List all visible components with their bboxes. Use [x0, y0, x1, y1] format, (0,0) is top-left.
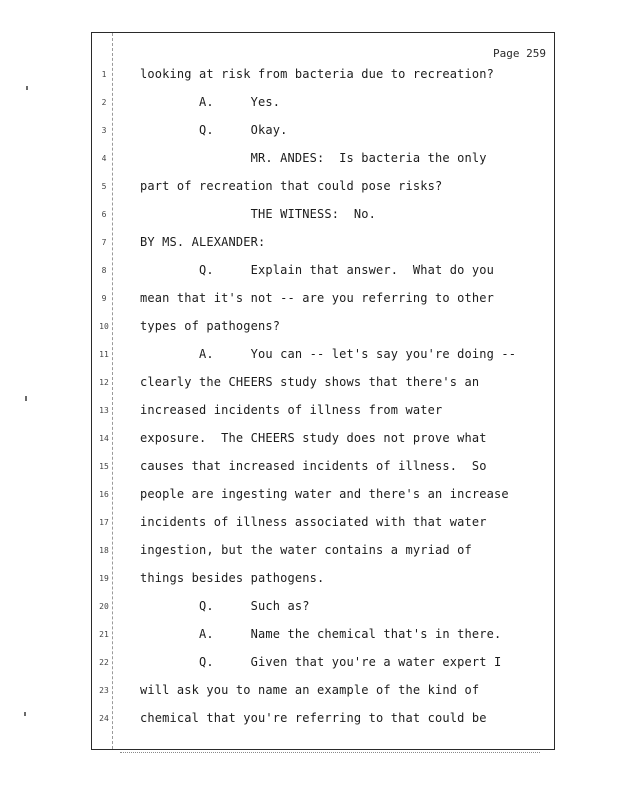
- transcript-line: causes that increased incidents of illness. So: [140, 459, 487, 473]
- transcript-line: THE WITNESS: No.: [140, 207, 376, 221]
- line-number: 18: [99, 546, 109, 555]
- transcript-line: ingestion, but the water contains a myriad of: [140, 543, 472, 557]
- transcript-line: MR. ANDES: Is bacteria the only: [140, 151, 487, 165]
- transcript-line: mean that it's not -- are you referring to other: [140, 291, 494, 305]
- transcript-line: increased incidents of illness from water: [140, 403, 443, 417]
- line-number: 4: [101, 154, 107, 163]
- transcript-line: Q. Okay.: [140, 123, 288, 137]
- line-number: 10: [99, 322, 109, 331]
- line-number: 22: [99, 658, 109, 667]
- transcript-line: A. Yes.: [140, 95, 281, 109]
- line-number: 2: [101, 98, 107, 107]
- scan-artifact: [26, 86, 28, 90]
- line-number: 13: [99, 406, 109, 415]
- line-number: 21: [99, 630, 109, 639]
- page-number: Page 259: [493, 47, 546, 60]
- line-number: 9: [101, 294, 107, 303]
- transcript-line: chemical that you're referring to that could be: [140, 711, 487, 725]
- line-number: 5: [101, 182, 107, 191]
- transcript-line: people are ingesting water and there's an increase: [140, 487, 509, 501]
- bottom-scan-edge: [120, 752, 540, 753]
- line-number: 19: [99, 574, 109, 583]
- line-number: 23: [99, 686, 109, 695]
- line-number: 24: [99, 714, 109, 723]
- line-number: 7: [101, 238, 107, 247]
- transcript-line: looking at risk from bacteria due to recreation?: [140, 67, 494, 81]
- line-number: 12: [99, 378, 109, 387]
- scan-artifact: [25, 396, 27, 401]
- line-number: 3: [101, 126, 107, 135]
- scan-artifact: [24, 712, 26, 716]
- line-number: 20: [99, 602, 109, 611]
- transcript-line: things besides pathogens.: [140, 571, 325, 585]
- line-number: 16: [99, 490, 109, 499]
- transcript-line: will ask you to name an example of the kind of: [140, 683, 480, 697]
- transcript-line: Q. Explain that answer. What do you: [140, 263, 494, 277]
- line-number: 14: [99, 434, 109, 443]
- line-number: 11: [99, 350, 109, 359]
- transcript-line: types of pathogens?: [140, 319, 281, 333]
- transcript-line: Q. Such as?: [140, 599, 310, 613]
- transcript-line: A. You can -- let's say you're doing --: [140, 347, 517, 361]
- transcript-line: exposure. The CHEERS study does not prove what: [140, 431, 487, 445]
- transcript-line: clearly the CHEERS study shows that there's an: [140, 375, 480, 389]
- transcript-page-frame: [91, 32, 555, 750]
- line-number: 6: [101, 210, 107, 219]
- transcript-line: part of recreation that could pose risks?: [140, 179, 443, 193]
- line-number: 8: [101, 266, 107, 275]
- line-number: 17: [99, 518, 109, 527]
- transcript-line: BY MS. ALEXANDER:: [140, 235, 266, 249]
- transcript-line: Q. Given that you're a water expert I: [140, 655, 502, 669]
- transcript-line: incidents of illness associated with that water: [140, 515, 487, 529]
- line-number: 15: [99, 462, 109, 471]
- transcript-line: A. Name the chemical that's in there.: [140, 627, 502, 641]
- line-number: 1: [101, 70, 107, 79]
